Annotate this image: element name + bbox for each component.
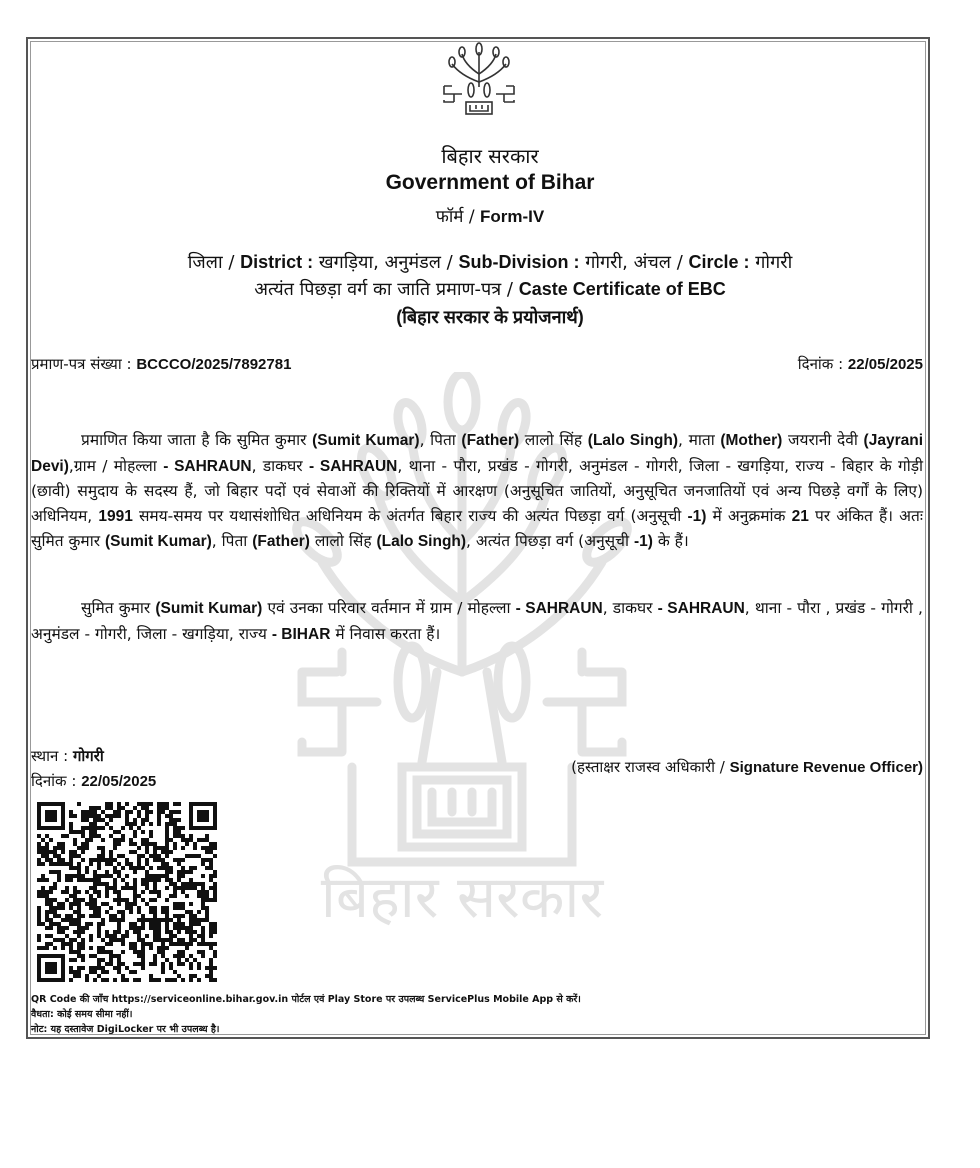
certificate-date-label: दिनांक : (797, 355, 844, 373)
qr-code[interactable] (37, 802, 217, 982)
title-hindi: बिहार सरकार (441, 144, 539, 168)
certificate-title-hi: अत्यंत पिछड़ा वर्ग का जाति प्रमाण-पत्र (254, 279, 502, 300)
certificate-date (798, 354, 923, 374)
circle-label: Circle : (688, 252, 750, 272)
watermark-text: बिहार सरकार (320, 863, 604, 931)
district-label-en: District : (240, 252, 314, 272)
subdivision-value: गोगरी, अंचल (585, 252, 671, 273)
form-number: फॉर्म / Form-IV (435, 207, 545, 227)
district-value: खगड़िया, अनुमंडल (318, 252, 441, 273)
jurisdiction-line: जिला / District : खगड़िया, अनुमंडल / Sub-Division : गोगरी, अंचल / Circle : गोगरी (187, 252, 793, 273)
district-label-hi: जिला (187, 252, 223, 273)
title-english: Government of Bihar (385, 171, 595, 194)
certificate-body-paragraph-1: प्रमाणित किया जाता है कि सुमित कुमार (Sumit Kumar), पिता (Father) लालो सिंह (Lalo Singh), माता (Mother) जयरानी देवी (Jayrani Devi),ग्राम / मोहल्ला - SAHRAUN, डाकघर - SAHRAUN, थाना - पौरा, प्रखंड - गोगरी, अनुमंडल - गोगरी, जिला - खगड़िया, राज्य - बिहार के गोड़ी (छावी) समुदाय के सदस्य हैं, जो बिहार पदों एवं सेवाओं की रिक्तियों में आरक्षण (अनुसूचित जातियों, अनुसूचित जनजातियों एवं अन्य पिछड़े वर्गों के लिए) अधिनियम, 1991 समय-समय पर यथासंशोधित अधिनियम के अंतर्गत बिहार राज्य की अत्यंत पिछड़ा वर्ग (अनुसूची -1) में अनुक्रमांक 21 पर अंकित हैं। अतः सुमित कुमार (Sumit Kumar), पिता (Father) लालो सिंह (Lalo Singh), अत्यंत पिछड़ा वर्ग (अनुसूची -1) के हैं। (31, 431, 924, 550)
certificate-number (31, 354, 291, 374)
signature-label-en: Signature Revenue Officer) (729, 759, 923, 776)
certificate-number-label: प्रमाण-पत्र संख्या : (31, 355, 132, 373)
bihar-emblem-logo (440, 42, 518, 118)
certificate-body-paragraph-2: सुमित कुमार (Sumit Kumar) एवं उनका परिवार वर्तमान में ग्राम / मोहल्ला - SAHRAUN, डाकघर - SAHRAUN, थाना - पौरा , प्रखंड - गोगरी , अनुमंडल - गोगरी, जिला - खगड़िया, राज्य - BIHAR में निवास करता हैं। (31, 599, 923, 643)
signature-label-hi: (हस्ताक्षर राजस्व अधिकारी (571, 758, 716, 776)
signature-officer: (हस्ताक्षर राजस्व अधिकारी / Signature Revenue Officer) (571, 758, 923, 776)
certificate-title-en: Caste Certificate of EBC (518, 279, 726, 299)
certificate-date-value: 22/05/2025 (847, 356, 923, 373)
validity-note: वैधता: कोई समय सीमा नहीं। (31, 1009, 133, 1020)
place-and-date (31, 744, 156, 794)
certificate-title: अत्यंत पिछड़ा वर्ग का जाति प्रमाण-पत्र / Caste Certificate of EBC (254, 279, 726, 300)
qr-verification-note: QR Code की जाँच https://serviceonline.bihar.gov.in पोर्टल एवं Play Store पर उपलब्ध ServicePlus Mobile App से करें। (31, 994, 581, 1005)
verification-notes (31, 992, 581, 1037)
form-label-en: Form-IV (480, 207, 545, 226)
digilocker-note: नोट: यह दस्तावेज DigiLocker पर भी उपलब्ध है। (31, 1024, 220, 1035)
certificate-number-value: BCCCO/2025/7892781 (136, 356, 292, 373)
certificate-purpose: (बिहार सरकार के प्रयोजनार्थ) (396, 307, 584, 327)
circle-value: गोगरी (755, 252, 793, 273)
place-line: स्थान : गोगरी (31, 747, 104, 765)
issue-date-line: दिनांक : 22/05/2025 (31, 772, 157, 790)
form-label-hi: फॉर्म (435, 207, 464, 227)
subdivision-label: Sub-Division : (458, 252, 580, 272)
